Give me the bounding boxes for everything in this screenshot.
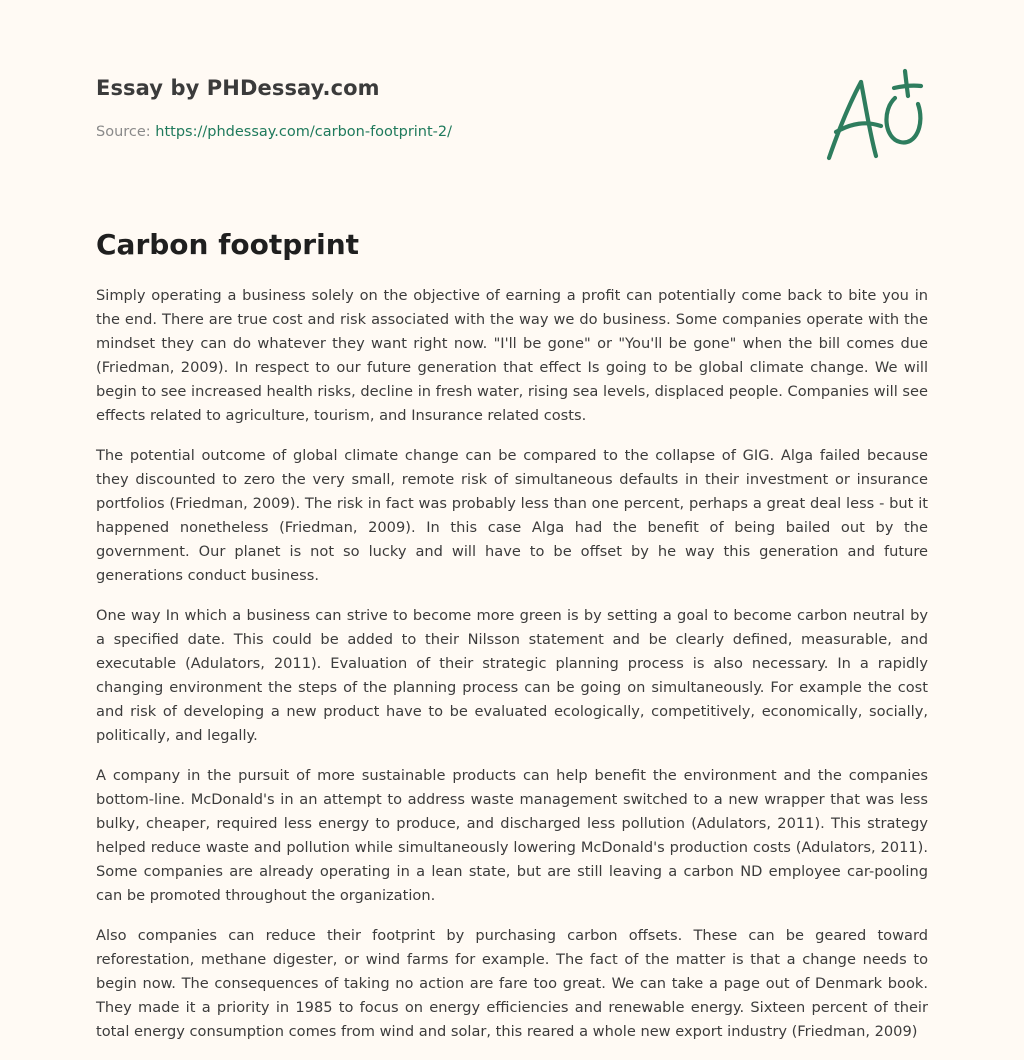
- source-link[interactable]: https://phdessay.com/carbon-footprint-2/: [155, 124, 453, 140]
- site-title: Essay by PHDessay.com: [96, 76, 380, 100]
- a-plus-logo-icon: [826, 68, 928, 164]
- source-line: [96, 124, 452, 140]
- paragraph: Also companies can reduce their footprint by purchasing carbon offsets. These can be geared toward reforestation, methane digester, or wind farms for example. The fact of the matter is that a change needs to begin now. The consequences of taking no action are fare too great. We can take a page out of Denmark book. They made it a priority in 1985 to focus on energy efficiencies and renewable energy. Sixteen percent of their total energy consumption comes from wind and solar, this reared a whole new export industry (Friedman, 2009): [96, 927, 928, 1040]
- source-label: Source:: [96, 124, 156, 140]
- paragraph: The potential outcome of global climate change can be compared to the collapse of GIG. Alga failed because they discounted to zero the very small, remote risk of simultaneous defaults in their investment or insurance portfolios (Friedman, 2009). The risk in fact was probably less than one percent, perhaps a great deal less - but it happened nonetheless (Friedman, 2009). In this case Alga had the benefit of being bailed out by the government. Our planet is not so lucky and will have to be offset by he way this generation and future generations conduct business.: [96, 447, 928, 584]
- essay-title: Carbon footprint: [96, 228, 360, 261]
- paragraph: Simply operating a business solely on the objective of earning a profit can potentially come back to bite you in the end. There are true cost and risk associated with the way we do business. Some companies operate with the mindset they can do whatever they want right now. "I'll be gone" or "You'll be gone" when the bill comes due (Friedman, 2009). In respect to our future generation that effect Is going to be global climate change. We will begin to see increased health risks, decline in fresh water, rising sea levels, displaced people. Companies will see effects related to agriculture, tourism, and Insurance related costs.: [96, 287, 928, 424]
- essay-body: [96, 284, 928, 1060]
- paragraph: One way In which a business can strive to become more green is by setting a goal to become carbon neutral by a specified date. This could be added to their Nilsson statement and be clearly defined, measurable, and executable (Adulators, 2011). Evaluation of their strategic planning process is also necessary. In a rapidly changing environment the steps of the planning process can be going on simultaneously. For example the cost and risk of developing a new product have to be evaluated ecologically, competitively, economically, socially, politically, and legally.: [96, 607, 928, 744]
- paragraph: A company in the pursuit of more sustainable products can help benefit the environment and the companies bottom-line. McDonald's in an attempt to address waste management switched to a new wrapper that was less bulky, cheaper, required less energy to produce, and discharged less pollution (Adulators, 2011). This strategy helped reduce waste and pollution while simultaneously lowering McDonald's production costs (Adulators, 2011). Some companies are already operating in a lean state, but are still leaving a carbon ND employee car-pooling can be promoted throughout the organization.: [96, 767, 928, 904]
